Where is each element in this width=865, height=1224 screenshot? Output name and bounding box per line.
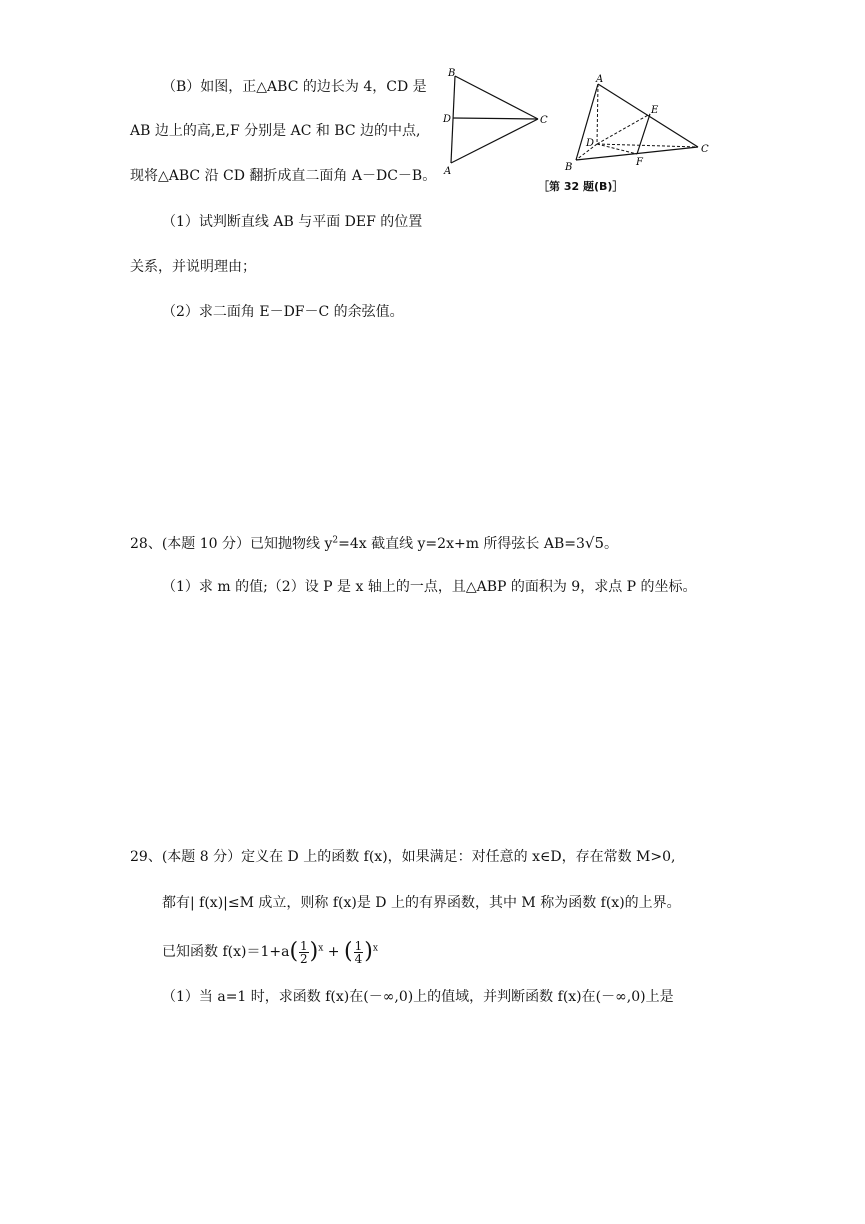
label-e-folded: E bbox=[651, 105, 659, 116]
problem-b-question2: （2）求二面角 E－DF－C 的余弦值。 bbox=[162, 304, 404, 320]
problem-28-end: 。 bbox=[604, 536, 619, 552]
problem-b-question1b: 关系，并说明理由； bbox=[130, 259, 256, 275]
problem-29-line1: 29、(本题 8 分）定义在 D 上的函数 f(x)，如果满足：对任意的 x∈D，存在常数 M>0, bbox=[130, 849, 676, 865]
label-c-folded: C bbox=[701, 144, 709, 155]
fraction-half: $\frac{1}{2}$ bbox=[300, 938, 308, 966]
label-a-flat: A bbox=[444, 166, 452, 177]
problem-29-function: 已知函数 f(x)＝1+a( $\frac{1}{2}$ )$^x$ + ( $\frac{1}{4}$ )$^x$ bbox=[162, 938, 378, 966]
exponent-2: x bbox=[372, 943, 378, 954]
tetrahedron-figure-folded bbox=[560, 72, 720, 176]
label-b-folded: B bbox=[565, 162, 573, 173]
problem-28-middle: =4x 截直线 y=2x+m 所得弦长 AB=3 bbox=[338, 536, 585, 552]
problem-28-question: （1）求 m 的值;（2）设 P 是 x 轴上的一点，且△ABP 的面积为 9，求点 P 的坐标。 bbox=[162, 579, 697, 595]
problem-b-line2: AB 边上的高,E,F 分别是 AC 和 BC 边的中点, bbox=[130, 123, 421, 139]
problem-29-question1: （1）当 a=1 时，求函数 f(x)在(－∞,0)上的值域，并判断函数 f(x)在(－∞,0)上是 bbox=[162, 989, 674, 1005]
triangle-figure-flat bbox=[440, 66, 560, 178]
problem-28-statement bbox=[130, 534, 618, 553]
label-a-folded: A bbox=[596, 74, 604, 85]
label-d-flat: D bbox=[443, 114, 452, 125]
fraction-quarter: $\frac{1}{4}$ bbox=[354, 938, 363, 966]
problem-28-root: √5 bbox=[584, 534, 605, 552]
label-f-folded: F bbox=[636, 157, 643, 168]
plus-sign: + bbox=[327, 944, 340, 960]
problem-28-prefix: 28、(本题 10 分）已知抛物线 y bbox=[130, 536, 333, 552]
label-b-flat: B bbox=[448, 68, 456, 79]
problem-b-line3: 现将△ABC 沿 CD 翻折成直二面角 A－DC－B。 bbox=[130, 168, 437, 184]
label-c-flat: C bbox=[540, 115, 548, 126]
figure-caption: ［第 32 题(B)］ bbox=[538, 180, 624, 193]
problem-29-line2: 都有| f(x)|≤M 成立，则称 f(x)是 D 上的有界函数，其中 M 称为函数 f(x)的上界。 bbox=[162, 895, 681, 911]
problem-b-question1a: （1）试判断直线 AB 与平面 DEF 的位置 bbox=[162, 214, 423, 230]
problem-b-line1: （B）如图，正△ABC 的边长为 4，CD 是 bbox=[162, 79, 427, 95]
label-d-folded: D bbox=[586, 138, 595, 149]
problem-28-superscript: 2 bbox=[332, 535, 339, 546]
problem-29-func-prefix: 已知函数 f(x)＝1+a bbox=[162, 944, 290, 960]
exponent-1: x bbox=[318, 943, 324, 954]
